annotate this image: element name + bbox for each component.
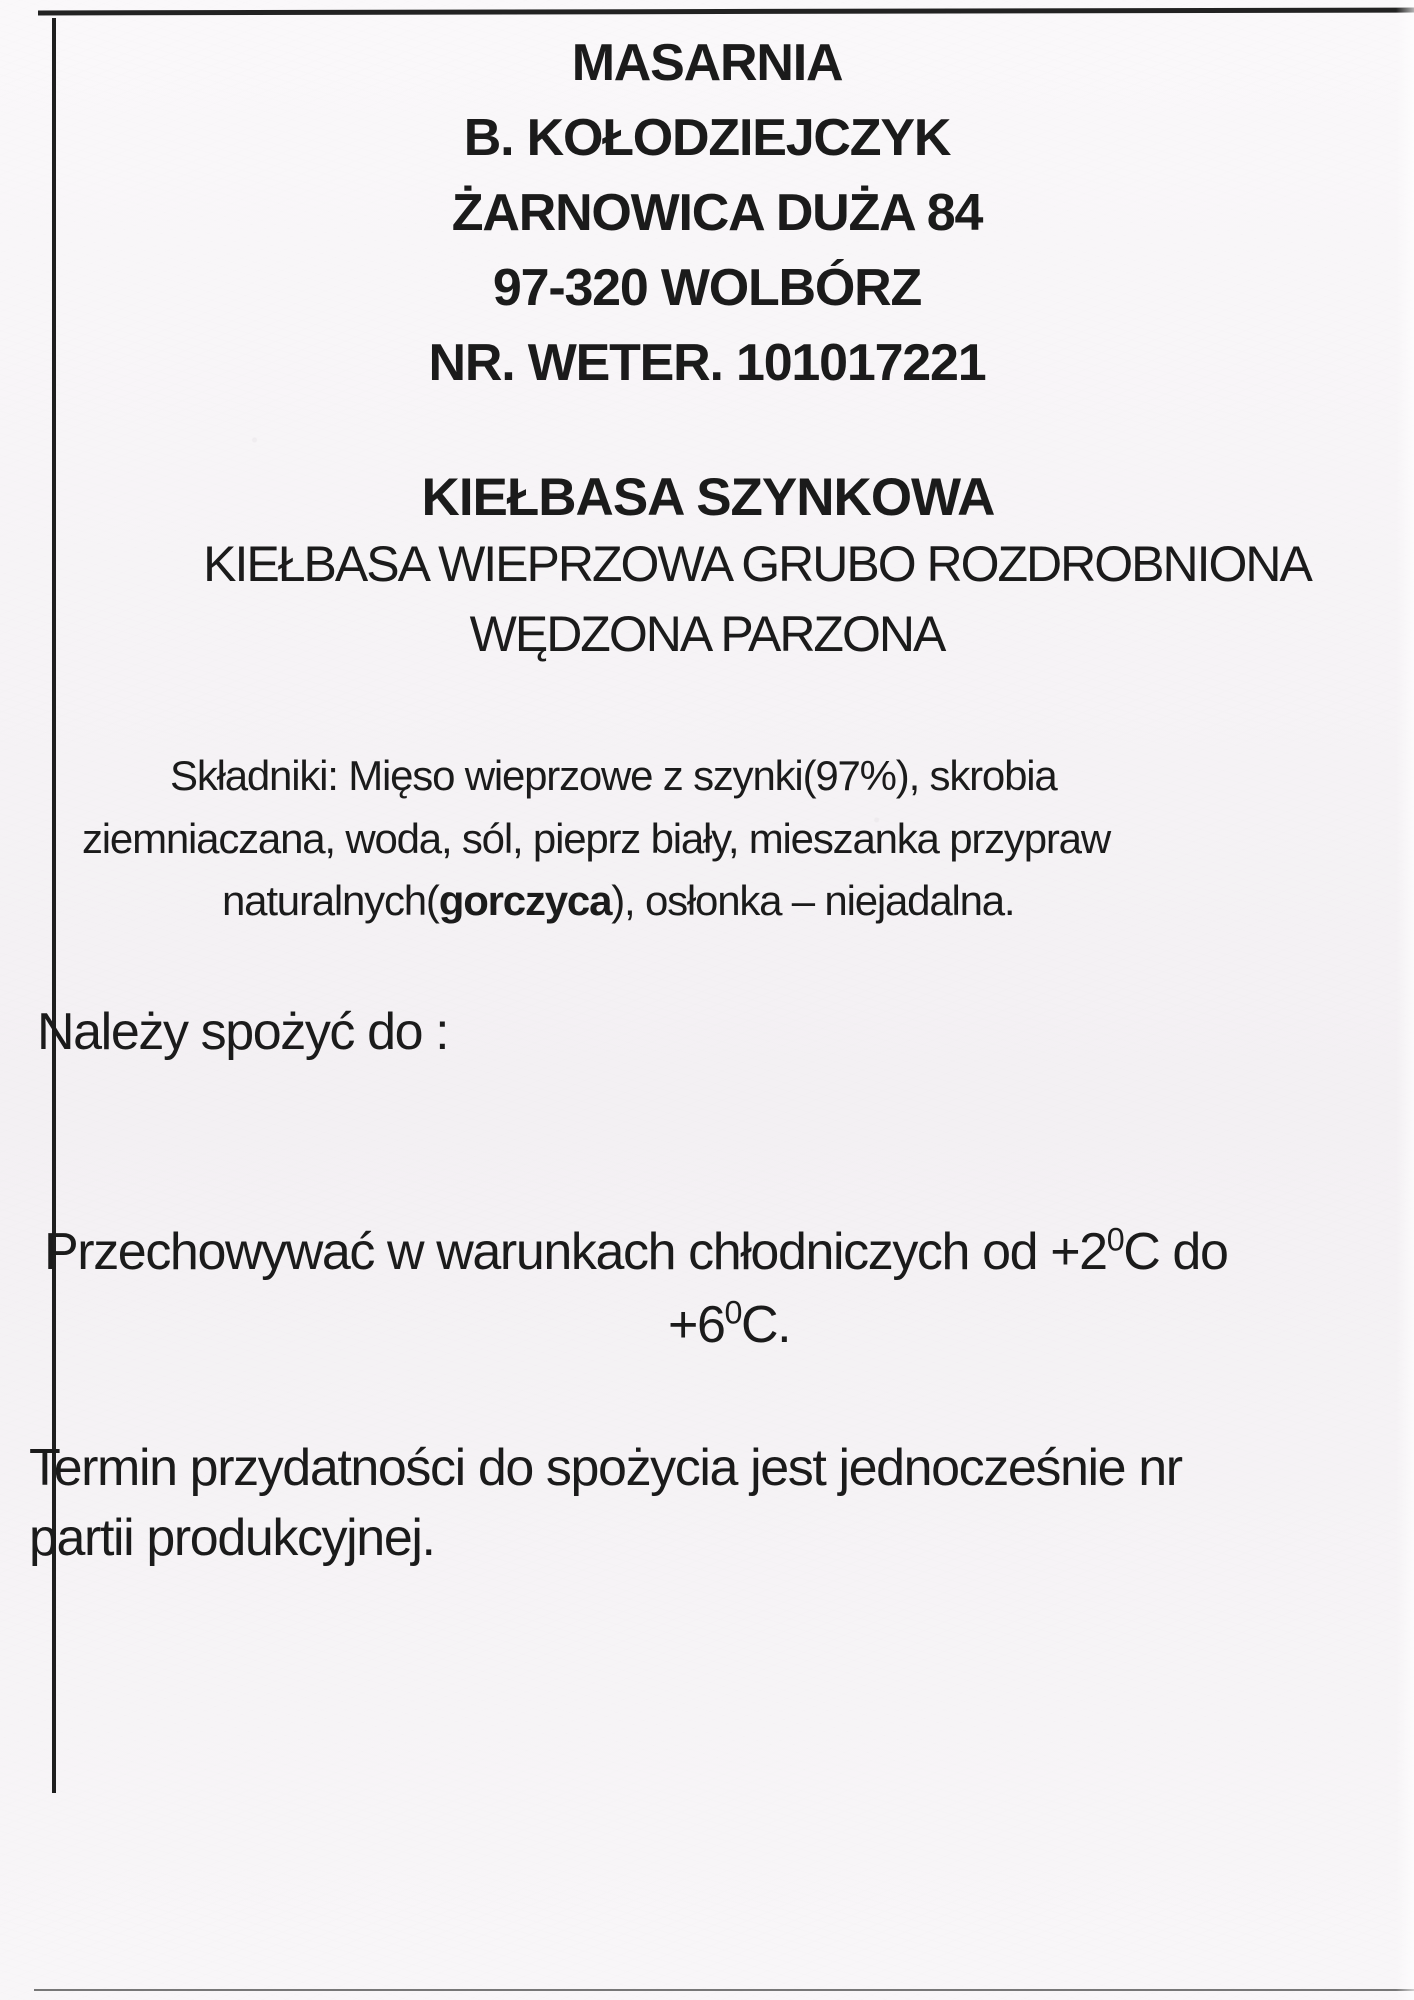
storage-temperature-end: C do (1123, 1223, 1228, 1281)
upper-temperature-value: +6 (668, 1296, 725, 1354)
storage-condition-line-2 (668, 1295, 790, 1355)
storage-text: Przechowywać w warunkach chłodniczych od +2 (44, 1223, 1107, 1281)
ingredients-line-3 (222, 877, 1014, 925)
owner-name: B. KOŁODZIEJCZYK (463, 109, 951, 167)
postal-city: 97-320 WOLBÓRZ (492, 259, 922, 317)
veterinary-number: NR. WETER. 101017221 (428, 334, 986, 392)
product-description-line-1: KIEŁBASA WIEPRZOWA GRUBO ROZDROBNIONA (203, 536, 1311, 592)
product-name: KIEŁBASA SZYNKOWA (421, 468, 995, 527)
degree-superscript-upper: 0 (724, 1294, 742, 1331)
product-description-line-2: WĘDZONA PARZONA (469, 606, 945, 662)
allergen-mustard: gorczyca (438, 877, 612, 924)
degree-superscript-lower: 0 (1106, 1221, 1124, 1258)
storage-condition-line-1 (44, 1222, 1227, 1282)
top-border (38, 8, 1414, 16)
company-name: MASARNIA (571, 34, 843, 92)
ingredients-line-2: ziemniaczana, woda, sól, pieprz biały, mieszanka przypraw (82, 815, 1110, 862)
ingredients-text-before-allergen: naturalnych( (222, 877, 439, 924)
batch-statement-line-2: partii produkcyjnej. (29, 1509, 435, 1567)
bottom-border (34, 1989, 1414, 1991)
ingredients-line-1: Składniki: Mięso wieprzowe z szynki(97%), skrobia (170, 752, 1057, 799)
ingredients-text-after-allergen: ), osłonka – niejadalna. (611, 877, 1015, 924)
street-address: ŻARNOWICA DUŻA 84 (451, 184, 983, 242)
batch-statement-line-1: Termin przydatności do spożycia jest jednocześnie nr (29, 1439, 1182, 1497)
upper-temperature-unit: C. (741, 1296, 791, 1354)
consume-by-label: Należy spożyć do : (37, 1003, 449, 1061)
